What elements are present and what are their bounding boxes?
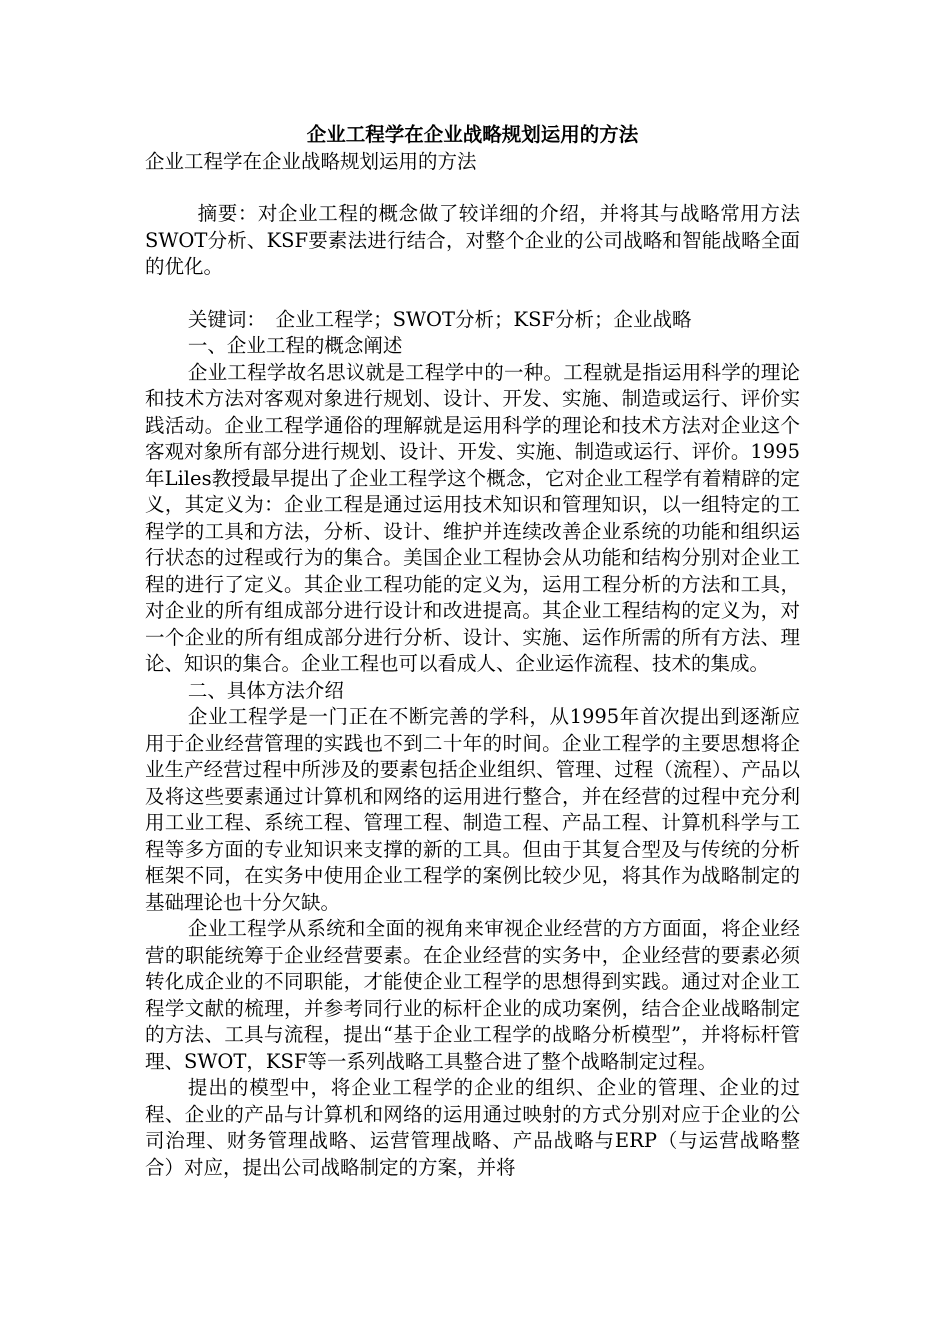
abstract-paragraph: 摘要：对企业工程的概念做了较详细的介绍，并将其与战略常用方法SWOT分析、KSF要素法进行结合，对整个企业的公司战略和智能战略全面的优化。	[145, 202, 800, 278]
body-paragraph: 提出的模型中，将企业工程学的企业的组织、企业的管理、企业的过程、企业的产品与计算机和网络的运用通过映射的方式分别对应于企业的公司治理、财务管理战略、运营管理战略、产品战略与ERP（与运营战略整合）对应，提出公司战略制定的方案，并将	[145, 1076, 800, 1179]
document-subtitle: 企业工程学在企业战略规划运用的方法	[145, 149, 477, 173]
section-heading-methods: 二、具体方法介绍	[187, 678, 344, 702]
section-heading-concept: 一、企业工程的概念阐述	[187, 334, 403, 357]
body-paragraph: 企业工程学从系统和全面的视角来审视企业经营的方方面面，将企业经营的职能统筹于企业经营要素。在企业经营的实务中，企业经营的要素必须转化成企业的不同职能，才能使企业工程学的思想得到实践。通过对企业工程学文献的梳理，并参考同行业的标杆企业的成功案例，结合企业战略制定的方法、工具与流程，提出“基于企业工程学的战略分析模型”，并将标杆管理、SWOT，KSF等一系列战略工具整合进了整个战略制定过程。	[145, 917, 800, 1073]
document-body	[145, 122, 800, 1181]
body-paragraph: 企业工程学故名思议就是工程学中的一种。工程就是指运用科学的理论和技术方法对客观对象进行规划、设计、开发、实施、制造或运行、评价实践活动。企业工程学通俗的理解就是运用科学的理论和技术方法对企业这个客观对象所有部分进行规划、设计、开发、实施、制造或运行、评价。1995年Liles教授最早提出了企业工程学这个概念，它对企业工程学有着精辟的定义，其定义为：企业工程是通过运用技术知识和管理知识，以一组特定的工程学的工具和方法，分析、设计、维护并连续改善企业系统的功能和组织运行状态的过程或行为的集合。美国企业工程协会从功能和结构分别对企业工程的进行了定义。其企业工程功能的定义为，运用工程分析的方法和工具，对企业的所有组成部分进行设计和改进提高。其企业工程结构的定义为，对一个企业的所有组成部分进行分析、设计、实施、运作所需的所有方法、理论、知识的集合。企业工程也可以看成人、企业运作流程、技术的集成。	[145, 360, 800, 675]
keywords-line: 关键词： 企业工程学；SWOT分析；KSF分析；企业战略	[187, 307, 692, 331]
body-paragraph: 企业工程学是一门正在不断完善的学科，从1995年首次提出到逐渐应用于企业经营管理的实践也不到二十年的时间。企业工程学的主要思想将企业生产经营过程中所涉及的要素包括企业组织、管理、过程（流程）、产品以及将这些要素通过计算机和网络的运用进行整合，并在经营的过程中充分利用工业工程、系统工程、管理工程、制造工程、产品工程、计算机科学与工程等多方面的专业知识来支撑的新的工具。但由于其复合型及与传统的分析框架不同，在实务中使用企业工程学的案例比较少见，将其作为战略制定的基础理论也十分欠缺。	[145, 705, 800, 914]
document-title: 企业工程学在企业战略规划运用的方法	[306, 123, 639, 146]
